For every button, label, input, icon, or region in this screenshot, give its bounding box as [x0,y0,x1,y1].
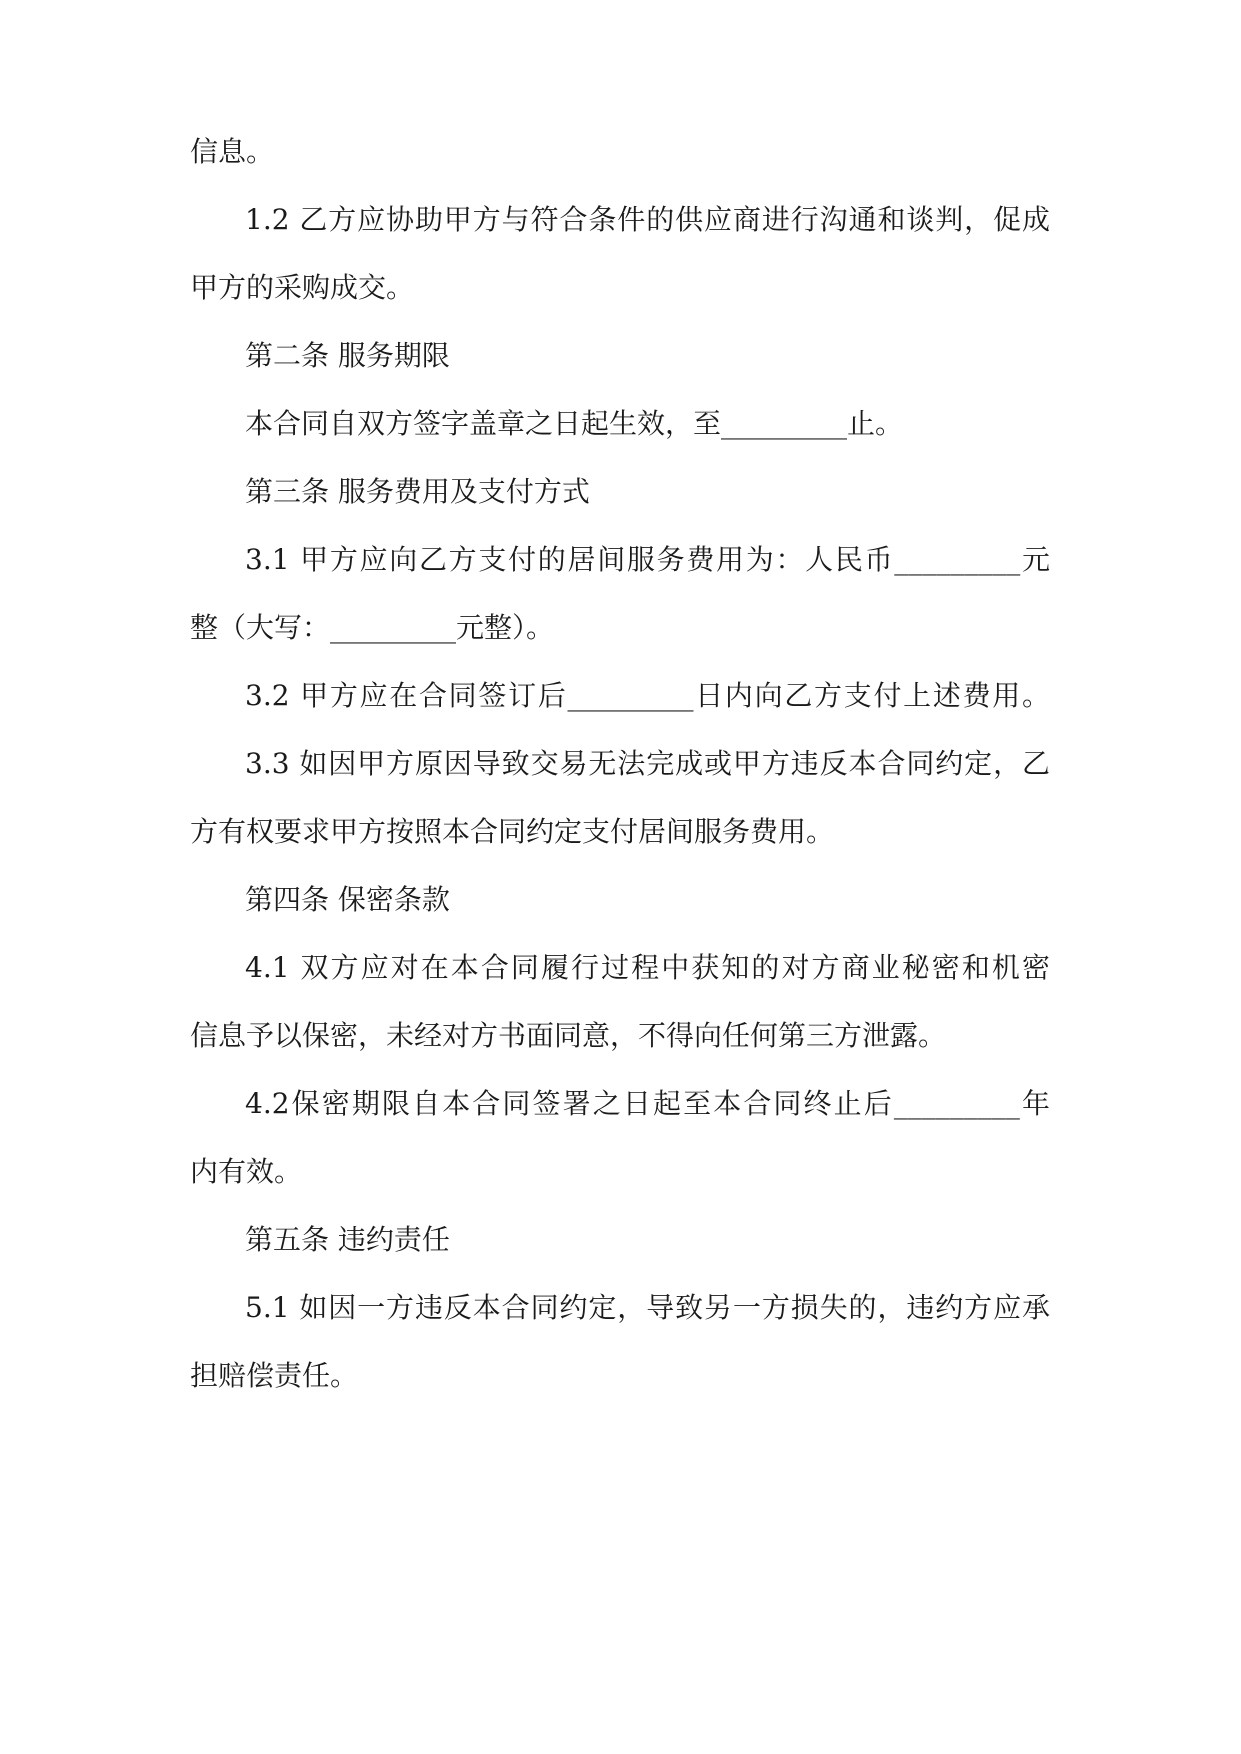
clause-4-1: 4.1 双方应对在本合同履行过程中获知的对方商业秘密和机密 [245,951,1050,984]
clause-3-1: 3.1 甲方应向乙方支付的居间服务费用为：人民币_________元 [245,543,1050,576]
text-line: 担赔偿责任。 [190,1359,359,1392]
text-line: 内有效。 [190,1155,303,1188]
text-line: 信息予以保密，未经对方书面同意，不得向任何第三方泄露。 [190,1019,947,1052]
clause-1-2: 1.2 乙方应协助甲方与符合条件的供应商进行沟通和谈判，促成 [245,203,1050,236]
clause-5-1: 5.1 如因一方违反本合同约定，导致另一方损失的，违约方应承 [245,1291,1050,1324]
clause-4-2: 4.2保密期限自本合同签署之日起至本合同终止后_________年 [245,1087,1050,1120]
text-line: 信息。 [190,135,275,168]
article-heading-5: 第五条 违约责任 [245,1223,450,1256]
article-heading-4: 第四条 保密条款 [245,883,450,916]
text-line: 甲方的采购成交。 [190,271,415,304]
text-line: 整（大写：_________元整）。 [190,611,555,644]
article-heading-2: 第二条 服务期限 [245,339,450,372]
clause-3-2: 3.2 甲方应在合同签订后_________日内向乙方支付上述费用。 [245,679,1050,712]
text-line: 方有权要求甲方按照本合同约定支付居间服务费用。 [190,815,835,848]
term-clause: 本合同自双方签字盖章之日起生效，至_________止。 [245,407,904,440]
clause-3-3: 3.3 如因甲方原因导致交易无法完成或甲方违反本合同约定，乙 [245,747,1050,780]
article-heading-3: 第三条 服务费用及支付方式 [245,475,590,508]
